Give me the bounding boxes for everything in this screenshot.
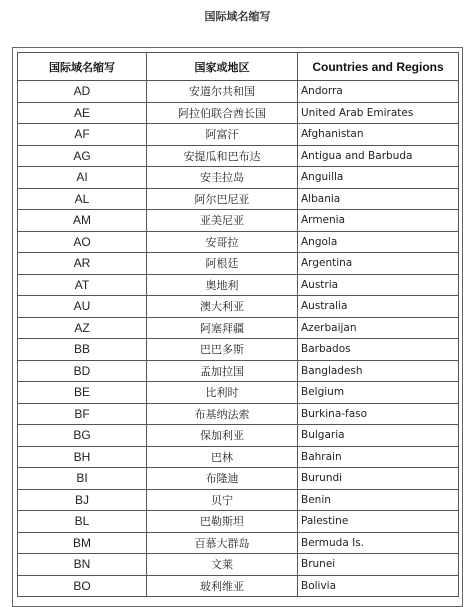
country-en-cell: Australia bbox=[298, 296, 459, 318]
country-cn-cell: 保加利亚 bbox=[147, 425, 298, 447]
country-en-cell: Bahrain bbox=[298, 446, 459, 468]
table-row bbox=[18, 489, 459, 511]
country-en-cell: Argentina bbox=[298, 253, 459, 275]
table-row bbox=[18, 382, 459, 404]
domain-code-cell: BN bbox=[18, 554, 147, 576]
country-cn-cell: 玻利维亚 bbox=[147, 575, 298, 597]
country-en-cell: Armenia bbox=[298, 210, 459, 232]
table-row bbox=[18, 575, 459, 597]
country-en-cell: Angola bbox=[298, 231, 459, 253]
country-cn-cell: 澳大利亚 bbox=[147, 296, 298, 318]
country-cn-cell: 文莱 bbox=[147, 554, 298, 576]
country-cn-cell: 阿拉伯联合酋长国 bbox=[147, 102, 298, 124]
table-row bbox=[18, 446, 459, 468]
country-en-cell: Barbados bbox=[298, 339, 459, 361]
country-cn-cell: 贝宁 bbox=[147, 489, 298, 511]
country-en-cell: Azerbaijan bbox=[298, 317, 459, 339]
domain-code-cell: BO bbox=[18, 575, 147, 597]
domain-code-cell: BG bbox=[18, 425, 147, 447]
domain-code-cell: AF bbox=[18, 124, 147, 146]
table-row bbox=[18, 188, 459, 210]
country-en-cell: Andorra bbox=[298, 81, 459, 103]
domain-code-cell: AE bbox=[18, 102, 147, 124]
country-en-cell: Palestine bbox=[298, 511, 459, 533]
domain-code-cell: AI bbox=[18, 167, 147, 189]
country-cn-cell: 孟加拉国 bbox=[147, 360, 298, 382]
country-cn-cell: 比利时 bbox=[147, 382, 298, 404]
header-domain-code: 国际域名缩写 bbox=[18, 53, 147, 81]
table-row bbox=[18, 317, 459, 339]
country-cn-cell: 安提瓜和巴布达 bbox=[147, 145, 298, 167]
table-row bbox=[18, 167, 459, 189]
country-en-cell: Bangladesh bbox=[298, 360, 459, 382]
domain-code-cell: BH bbox=[18, 446, 147, 468]
country-cn-cell: 阿尔巴尼亚 bbox=[147, 188, 298, 210]
country-cn-cell: 安哥拉 bbox=[147, 231, 298, 253]
header-country-cn: 国家或地区 bbox=[147, 53, 298, 81]
page-title: 国际域名缩写 bbox=[204, 10, 271, 23]
country-en-cell: Bolivia bbox=[298, 575, 459, 597]
country-cn-cell: 奥地利 bbox=[147, 274, 298, 296]
domain-code-cell: BD bbox=[18, 360, 147, 382]
table-frame bbox=[12, 47, 463, 607]
country-cn-cell: 阿塞拜疆 bbox=[147, 317, 298, 339]
table-row bbox=[18, 403, 459, 425]
country-en-cell: Austria bbox=[298, 274, 459, 296]
domain-code-cell: BL bbox=[18, 511, 147, 533]
domain-code-cell: BM bbox=[18, 532, 147, 554]
country-en-cell: Anguilla bbox=[298, 167, 459, 189]
domain-code-cell: BE bbox=[18, 382, 147, 404]
domain-code-cell: AL bbox=[18, 188, 147, 210]
table-row bbox=[18, 210, 459, 232]
table-row bbox=[18, 554, 459, 576]
domain-code-cell: BI bbox=[18, 468, 147, 490]
country-cn-cell: 巴巴多斯 bbox=[147, 339, 298, 361]
table-row bbox=[18, 253, 459, 275]
domain-code-cell: AU bbox=[18, 296, 147, 318]
table-row bbox=[18, 511, 459, 533]
table-row bbox=[18, 360, 459, 382]
table-body bbox=[18, 81, 459, 597]
country-en-cell: Bermuda Is. bbox=[298, 532, 459, 554]
country-cn-cell: 安道尔共和国 bbox=[147, 81, 298, 103]
country-en-cell: Benin bbox=[298, 489, 459, 511]
country-cn-cell: 布基纳法索 bbox=[147, 403, 298, 425]
domain-code-cell: AR bbox=[18, 253, 147, 275]
table-header-row bbox=[18, 53, 459, 81]
country-cn-cell: 巴林 bbox=[147, 446, 298, 468]
country-cn-cell: 布隆迪 bbox=[147, 468, 298, 490]
domain-code-cell: AZ bbox=[18, 317, 147, 339]
country-cn-cell: 阿富汗 bbox=[147, 124, 298, 146]
table-row bbox=[18, 532, 459, 554]
country-cn-cell: 安圭拉岛 bbox=[147, 167, 298, 189]
table-row bbox=[18, 425, 459, 447]
country-cn-cell: 巴勒斯坦 bbox=[147, 511, 298, 533]
table-row bbox=[18, 145, 459, 167]
country-en-cell: Antigua and Barbuda bbox=[298, 145, 459, 167]
table-row bbox=[18, 339, 459, 361]
country-en-cell: Afghanistan bbox=[298, 124, 459, 146]
table-row bbox=[18, 231, 459, 253]
country-code-table bbox=[17, 52, 459, 597]
country-en-cell: Belgium bbox=[298, 382, 459, 404]
country-en-cell: Bulgaria bbox=[298, 425, 459, 447]
table-row bbox=[18, 81, 459, 103]
table-row bbox=[18, 274, 459, 296]
domain-code-cell: AT bbox=[18, 274, 147, 296]
domain-code-cell: AO bbox=[18, 231, 147, 253]
domain-code-cell: BF bbox=[18, 403, 147, 425]
header-country-en: Countries and Regions bbox=[298, 53, 459, 81]
table-row bbox=[18, 468, 459, 490]
domain-code-cell: BJ bbox=[18, 489, 147, 511]
country-en-cell: Burundi bbox=[298, 468, 459, 490]
country-cn-cell: 亚美尼亚 bbox=[147, 210, 298, 232]
country-en-cell: United Arab Emirates bbox=[298, 102, 459, 124]
country-en-cell: Burkina-faso bbox=[298, 403, 459, 425]
domain-code-cell: AD bbox=[18, 81, 147, 103]
domain-code-cell: AM bbox=[18, 210, 147, 232]
country-cn-cell: 百慕大群岛 bbox=[147, 532, 298, 554]
country-cn-cell: 阿根廷 bbox=[147, 253, 298, 275]
domain-code-cell: AG bbox=[18, 145, 147, 167]
country-en-cell: Brunei bbox=[298, 554, 459, 576]
country-en-cell: Albania bbox=[298, 188, 459, 210]
table-row bbox=[18, 296, 459, 318]
domain-code-cell: BB bbox=[18, 339, 147, 361]
table-row bbox=[18, 124, 459, 146]
table-row bbox=[18, 102, 459, 124]
